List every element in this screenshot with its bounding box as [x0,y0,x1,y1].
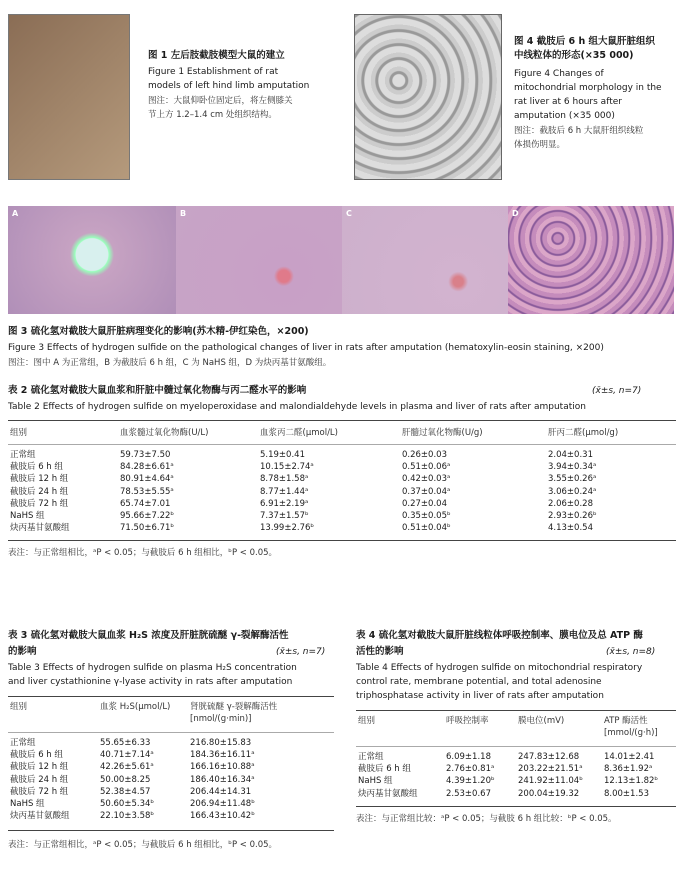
table2-header: 肝丙二醛(μmol/g) [548,428,619,438]
figure3-title-cn: 图 3 硫化氢对截肢大鼠肝脏病理变化的影响(苏木精-伊红染色，×200) [8,326,309,337]
table-cell: 14.01±2.41 [604,752,655,762]
table-row [10,811,330,823]
table3-subheader-row [10,714,330,726]
table4-body [358,752,674,801]
table3-header: 肾胱硫醚 γ-裂解酶活性 [190,702,278,712]
table-cell: 0.51±0.06ᵃ [402,462,451,473]
table-cell: 12.13±1.82ᵇ [604,776,659,787]
table2-header-rule [8,444,676,445]
table-cell: 65.74±7.01 [120,498,171,509]
table3-title-en-2: and liver cystathionine γ-lyase activity in rats after amputation [8,677,293,687]
table4-header [358,716,674,740]
table4-title-en-2: control rate, membrane potential, and total adenosine [356,677,602,687]
table2-title-cn: 表 2 硫化氢对截肢大鼠血浆和肝脏中髓过氧化物酶与丙二醛水平的影响 [8,385,307,396]
table-cell: 截肢后 72 h 组 [10,786,69,797]
table-cell: 50.00±8.25 [100,774,151,785]
figure3-panel-a [8,206,176,314]
table2-header: 组别 [10,428,28,438]
table-cell: 截肢后 72 h 组 [10,498,69,509]
table3-title-cn-2: 的影响 [8,646,37,657]
table-cell: 80.91±4.64ᵃ [120,474,174,485]
table3-header [10,702,330,726]
table-cell: 2.76±0.81ᵃ [446,764,495,775]
figure1-note-1: 图注：大鼠仰卧位固定后，将左侧膝关 [148,96,293,106]
figure3-panel-b [176,206,342,314]
table3-title-cn-1: 表 3 硫化氢对截肢大鼠血浆 H₂S 浓度及肝脏胱硫醚 γ-裂解酶活性 [8,630,289,641]
table3-header-rule [8,732,334,733]
figure4-title-en-1: Figure 4 Changes of [514,69,604,79]
table3-title-en-1: Table 3 Effects of hydrogen sulfide on plasma H₂S concentration [8,663,297,673]
table2-header: 血浆髓过氧化物酶(U/L) [120,428,209,438]
table-row [10,523,670,535]
table3-header: 血浆 H₂S(μmol/L) [100,702,171,712]
table-cell: 206.44±14.31 [190,786,252,797]
table4-top-rule [356,710,676,711]
table-cell: 42.26±5.61ᵃ [100,762,154,773]
figure3-panel-c [342,206,508,314]
table-cell: 0.51±0.04ᵇ [402,523,451,534]
table-cell: 22.10±3.58ᵇ [100,811,155,822]
table-cell: 截肢后 6 h 组 [10,462,63,473]
table-cell: 6.91±2.19ᵃ [260,498,309,509]
table2-body [10,450,670,535]
table-row [358,789,674,801]
table2-header: 血浆丙二醛(μmol/L) [260,428,338,438]
table-cell: 71.50±6.71ᵇ [120,523,175,534]
table-cell: 4.13±0.54 [548,523,593,534]
table3-bottom-rule [8,830,334,831]
table-row [10,799,330,811]
table-cell: 炔丙基甘氨酸组 [10,523,70,534]
table-cell: 7.37±1.57ᵇ [260,510,309,521]
table-cell: 8.00±1.53 [604,788,649,799]
table4-note: 表注：与正常组比较：ᵃP < 0.05；与截肢 6 h 组比较：ᵇP < 0.05。 [356,814,617,824]
table-cell: 0.42±0.03ᵃ [402,474,451,485]
table-cell: 10.15±2.74ᵃ [260,462,314,473]
table-row [10,487,670,499]
figure1-title-en-2: models of left hind limb amputation [148,81,310,91]
table3-stat: (x̄±s, n=7) [276,647,326,657]
table-row [358,776,674,788]
figure3-title-en: Figure 3 Effects of hydrogen sulfide on the pathological changes of liver in rats after amputation (hematoxylin-eosin staining, ×200) [8,343,604,353]
table-cell: 正常组 [358,752,384,762]
figure1-title-cn: 图 1 左后肢截肢模型大鼠的建立 [148,50,285,61]
table-cell: 3.94±0.34ᵃ [548,462,597,473]
panel-label-c: C [346,209,352,218]
table-cell: 2.53±0.67 [446,788,491,799]
table-cell: 50.60±5.34ᵇ [100,798,155,809]
table-cell: 0.26±0.03 [402,450,447,460]
table-cell: 0.37±0.04ᵃ [402,486,451,497]
table-cell: NaHS 组 [358,776,393,787]
table-row [10,787,330,799]
table-cell: 203.22±21.51ᵃ [518,764,583,775]
table-cell: 正常组 [10,450,36,460]
table-row [10,450,670,462]
table4-subheader: [mmol/(g·h)] [604,728,658,739]
table4-title-cn-2: 活性的影响 [356,646,404,657]
table2-header-row [10,428,670,440]
table-cell: 0.35±0.05ᵇ [402,510,451,521]
table3-note: 表注：与正常组相比，ᵃP < 0.05；与截肢后 6 h 组相比，ᵇP < 0.05。 [8,840,278,850]
table-cell: 166.43±10.42ᵇ [190,811,255,822]
figure1-rat-photo [8,14,130,180]
table-row [10,762,330,774]
table3-header-row [10,702,330,714]
figure4-title-cn-2: 中线粒体的形态(×35 000) [514,50,634,61]
table-cell: 200.04±19.32 [518,788,580,799]
table-cell: 截肢后 12 h 组 [10,474,69,485]
table-row [10,775,330,787]
table2-note: 表注：与正常组相比，ᵃP < 0.05；与截肢后 6 h 组相比，ᵇP < 0.05。 [8,548,278,558]
table-cell: 84.28±6.61ᵃ [120,462,174,473]
table4-header: ATP 酶活性 [604,716,648,726]
table4-header-rule [356,746,676,747]
table-cell: 184.36±16.11ᵃ [190,750,255,761]
table-cell: 2.04±0.31 [548,450,593,460]
figure3-panel-d [508,206,674,314]
table-cell: 6.09±1.18 [446,752,491,762]
table-cell: 炔丙基甘氨酸组 [10,811,70,822]
figure1-note-2: 节上方 1.2–1.4 cm 处组织结构。 [148,110,277,120]
table-cell: 3.06±0.24ᵃ [548,486,597,497]
table3-subheader: [nmol/(g·min)] [190,714,252,725]
table-cell: 2.06±0.28 [548,498,593,509]
figure3-note: 图注：图中 A 为正常组，B 为截肢后 6 h 组，C 为 NaHS 组，D 为炔丙基甘氨酸组。 [8,358,332,368]
table-row [10,474,670,486]
table4-stat: (x̄±s, n=8) [606,647,656,657]
table-cell: 59.73±7.50 [120,450,171,460]
table4-bottom-rule [356,806,676,807]
table2 [10,428,670,440]
table3-header: 组别 [10,702,28,712]
table-cell: 216.80±15.83 [190,738,252,748]
table2-title-en: Table 2 Effects of hydrogen sulfide on myeloperoxidase and malondialdehyde levels in plasma and liver of rats after amputation [8,402,586,412]
table-cell: 截肢后 24 h 组 [10,486,69,497]
table-cell: 52.38±4.57 [100,786,151,797]
table-cell: 95.66±7.22ᵇ [120,510,175,521]
table-cell: 3.55±0.26ᵃ [548,474,597,485]
table-cell: 166.16±10.88ᵃ [190,762,255,773]
table-cell: NaHS 组 [10,510,45,521]
table2-top-rule [8,420,676,421]
figure4-note-2: 体损伤明显。 [514,140,566,150]
figure3-panels [8,206,674,314]
table-row [358,752,674,764]
panel-label-d: D [512,209,519,218]
figure4-title-en-2: mitochondrial morphology in the [514,83,662,93]
table4-title-cn-1: 表 4 硫化氢对截肢大鼠肝脏线粒体呼吸控制率、膜电位及总 ATP 酶 [356,630,643,641]
table-cell: 正常组 [10,738,36,748]
table-cell: 8.78±1.58ᵃ [260,474,309,485]
table-cell: 截肢后 6 h 组 [10,750,63,761]
table-cell: 5.19±0.41 [260,450,305,460]
table2-stat: (x̄±s, n=7) [592,386,642,396]
table-cell: 炔丙基甘氨酸组 [358,788,418,799]
table-cell: 40.71±7.14ᵃ [100,750,154,761]
table-row [10,499,670,511]
table-cell: 8.36±1.92ᵃ [604,764,653,775]
table2-bottom-rule [8,540,676,541]
table4-header: 呼吸控制率 [446,716,489,726]
figure4-title-cn-1: 图 4 截肢后 6 h 组大鼠肝脏组织 [514,36,656,47]
table-cell: 13.99±2.76ᵇ [260,523,315,534]
table4-title-en-1: Table 4 Effects of hydrogen sulfide on mitochondrial respiratory [356,663,643,673]
table-cell: 0.27±0.04 [402,498,447,509]
table-cell: 4.39±1.20ᵇ [446,776,495,787]
figure4-em-image [354,14,502,180]
figure1-title-en-1: Figure 1 Establishment of rat [148,67,279,77]
table-row [10,462,670,474]
table4-header: 膜电位(mV) [518,716,565,726]
table2-header: 肝髓过氧化物酶(U/g) [402,428,483,438]
table3-top-rule [8,696,334,697]
table-row [10,750,330,762]
table-cell: 2.93±0.26ᵇ [548,510,597,521]
table-cell: NaHS 组 [10,798,45,809]
figure4-note-1: 图注：截肢后 6 h 大鼠肝组织线粒 [514,126,644,136]
table-cell: 241.92±11.04ᵇ [518,776,583,787]
table3-body [10,738,330,823]
table-cell: 206.94±11.48ᵇ [190,798,255,809]
table-cell: 78.53±5.55ᵃ [120,486,174,497]
table-cell: 截肢后 24 h 组 [10,774,69,785]
table-cell: 186.40±16.34ᵃ [190,774,255,785]
table-cell: 55.65±6.33 [100,738,151,748]
table-cell: 8.77±1.44ᵃ [260,486,309,497]
table-row [10,511,670,523]
panel-label-b: B [180,209,187,218]
table-cell: 截肢后 6 h 组 [358,764,411,775]
table4-subheader-row [358,728,674,740]
table-cell: 截肢后 12 h 组 [10,762,69,773]
table-cell: 247.83±12.68 [518,752,580,762]
table4-title-en-3: triphosphatase activity in liver of rats after amputation [356,691,604,701]
table4-header-row [358,716,674,728]
figure4-title-en-4: amputation (×35 000) [514,111,615,121]
figure4-title-en-3: rat liver at 6 hours after [514,97,622,107]
table-row [358,764,674,776]
panel-label-a: A [12,209,19,218]
table4-header: 组别 [358,716,376,726]
table-row [10,738,330,750]
